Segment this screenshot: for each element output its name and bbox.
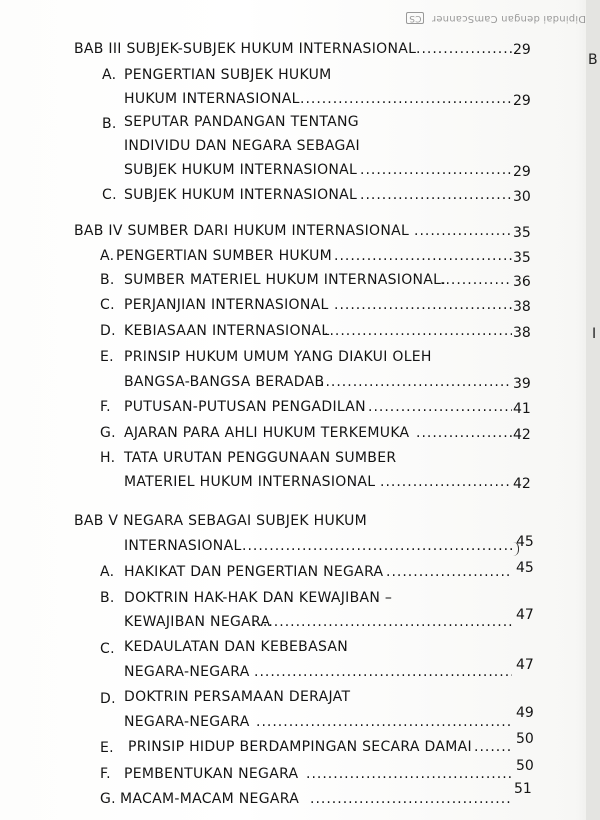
- entry-title: MATERIEL HUKUM INTERNASIONAL: [124, 474, 376, 490]
- entry-title: HAKIKAT DAN PENGERTIAN NEGARA: [124, 564, 384, 580]
- entry-marker: G.: [100, 791, 116, 807]
- leader-dots: [380, 473, 512, 491]
- page-number: 50: [516, 758, 534, 774]
- entry-marker: C.: [102, 187, 117, 203]
- leader-dots: [300, 90, 512, 108]
- margin-letter-top: B: [588, 52, 598, 68]
- entry-title: PENGERTIAN SUMBER HUKUM: [116, 248, 332, 264]
- leader-dots: [320, 373, 512, 391]
- entry-title: SUBJEK HUKUM INTERNASIONAL: [124, 162, 358, 178]
- entry-marker: E.: [100, 740, 114, 756]
- camscanner-watermark: [386, 12, 586, 24]
- page-number: 36: [513, 274, 531, 290]
- entry-title: TATA URUTAN PENGGUNAAN SUMBER: [124, 450, 397, 466]
- chapter-title: INTERNASIONAL: [124, 538, 242, 554]
- leader-dots: [324, 322, 512, 340]
- leader-dots: [306, 765, 512, 783]
- entry-title: NEGARA-NEGARA: [124, 714, 250, 730]
- page-number: 41: [513, 401, 531, 417]
- pen-mark: [506, 542, 519, 556]
- entry-marker: D.: [100, 323, 116, 339]
- page-number: 38: [513, 299, 531, 315]
- page-number: 39: [513, 376, 531, 392]
- entry-title: NEGARA-NEGARA: [124, 664, 250, 680]
- leader-dots: [252, 613, 512, 631]
- entry-title: KEWAJIBAN NEGARA: [124, 614, 271, 630]
- entry-title: DOKTRIN PERSAMAAN DERAJAT: [124, 689, 351, 705]
- entry-title: SEPUTAR PANDANGAN TENTANG: [124, 114, 359, 130]
- page-number: 47: [516, 607, 534, 623]
- camscanner-badge: CS: [406, 12, 424, 24]
- leader-dots: [256, 713, 512, 731]
- leader-dots: [474, 738, 512, 756]
- entry-marker: F.: [100, 766, 111, 782]
- leader-dots: [416, 40, 512, 58]
- leader-dots: [360, 186, 512, 204]
- leader-dots: [416, 424, 512, 442]
- entry-title: PERJANJIAN INTERNASIONAL: [124, 297, 329, 313]
- leader-dots: [254, 663, 512, 681]
- page-number: 42: [513, 476, 531, 492]
- page-number: 29: [513, 93, 531, 109]
- entry-title: KEDAULATAN DAN KEBEBASAN: [124, 639, 349, 655]
- entry-marker: C.: [100, 297, 115, 313]
- page-number: 45: [516, 560, 534, 576]
- entry-marker: B.: [100, 272, 115, 288]
- leader-dots: [368, 398, 512, 416]
- entry-title: AJARAN PARA AHLI HUKUM TERKEMUKA: [124, 425, 410, 441]
- entry-title: PRINSIP HUKUM UMUM YANG DIAKUI OLEH: [124, 349, 432, 365]
- page-number: 29: [513, 42, 531, 58]
- page-number: 35: [513, 225, 531, 241]
- entry-title: PEMBENTUKAN NEGARA: [124, 766, 299, 782]
- entry-title: PENGERTIAN SUBJEK HUKUM: [124, 67, 332, 83]
- entry-title: PUTUSAN-PUTUSAN PENGADILAN: [124, 399, 366, 415]
- entry-marker: E.: [100, 349, 114, 365]
- leader-dots: [386, 563, 512, 581]
- entry-marker: H.: [100, 450, 116, 466]
- entry-marker: C.: [100, 641, 115, 657]
- watermark-text: Dipindai dengan CamScanner: [431, 13, 586, 24]
- page-number: 29: [513, 164, 531, 180]
- leader-dots: [360, 161, 512, 179]
- entry-marker: A.: [100, 564, 115, 580]
- leader-dots: [334, 247, 512, 265]
- entry-title: HUKUM INTERNASIONAL: [124, 91, 300, 107]
- entry-title: MACAM-MACAM NEGARA: [120, 791, 300, 807]
- entry-marker: F.: [100, 399, 111, 415]
- entry-marker: B.: [100, 590, 115, 606]
- leader-dots: [334, 296, 512, 314]
- leader-dots: [414, 222, 512, 240]
- leader-dots: [242, 537, 512, 555]
- page-number: 49: [516, 705, 534, 721]
- entry-marker: D.: [100, 691, 116, 707]
- adjacent-page-edge: [586, 0, 600, 820]
- chapter-title: BAB IV SUMBER DARI HUKUM INTERNASIONAL: [74, 223, 410, 239]
- entry-title: SUBJEK HUKUM INTERNASIONAL: [124, 187, 358, 203]
- entry-marker: A.: [102, 67, 117, 83]
- entry-marker: A.: [100, 248, 115, 264]
- chapter-title: BAB III SUBJEK-SUBJEK HUKUM INTERNASIONAL: [74, 41, 417, 57]
- entry-title: BANGSA-BANGSA BERADAB: [124, 374, 325, 390]
- page-number: 47: [516, 657, 534, 673]
- entry-title: SUMBER MATERIEL HUKUM INTERNASIONAL.: [124, 272, 447, 288]
- entry-title: PRINSIP HIDUP BERDAMPINGAN SECARA DAMAI: [128, 739, 472, 755]
- page-number: 45: [516, 534, 534, 550]
- page-number: 35: [513, 250, 531, 266]
- page-number: 38: [513, 325, 531, 341]
- entry-marker: B.: [102, 116, 117, 132]
- margin-letter-mid: I: [592, 326, 597, 342]
- page-number: 51: [514, 781, 532, 797]
- leader-dots: [440, 271, 512, 289]
- entry-title: INDIVIDU DAN NEGARA SEBAGAI: [124, 138, 360, 154]
- leader-dots: [310, 790, 512, 808]
- entry-title: KEBIASAAN INTERNASIONAL: [124, 323, 330, 339]
- page-number: 30: [513, 189, 531, 205]
- entry-marker: G.: [100, 425, 116, 441]
- page-number: 50: [516, 731, 534, 747]
- page-number: 42: [513, 427, 531, 443]
- entry-title: DOKTRIN HAK-HAK DAN KEWAJIBAN –: [124, 590, 393, 606]
- chapter-title: BAB V NEGARA SEBAGAI SUBJEK HUKUM: [74, 513, 368, 529]
